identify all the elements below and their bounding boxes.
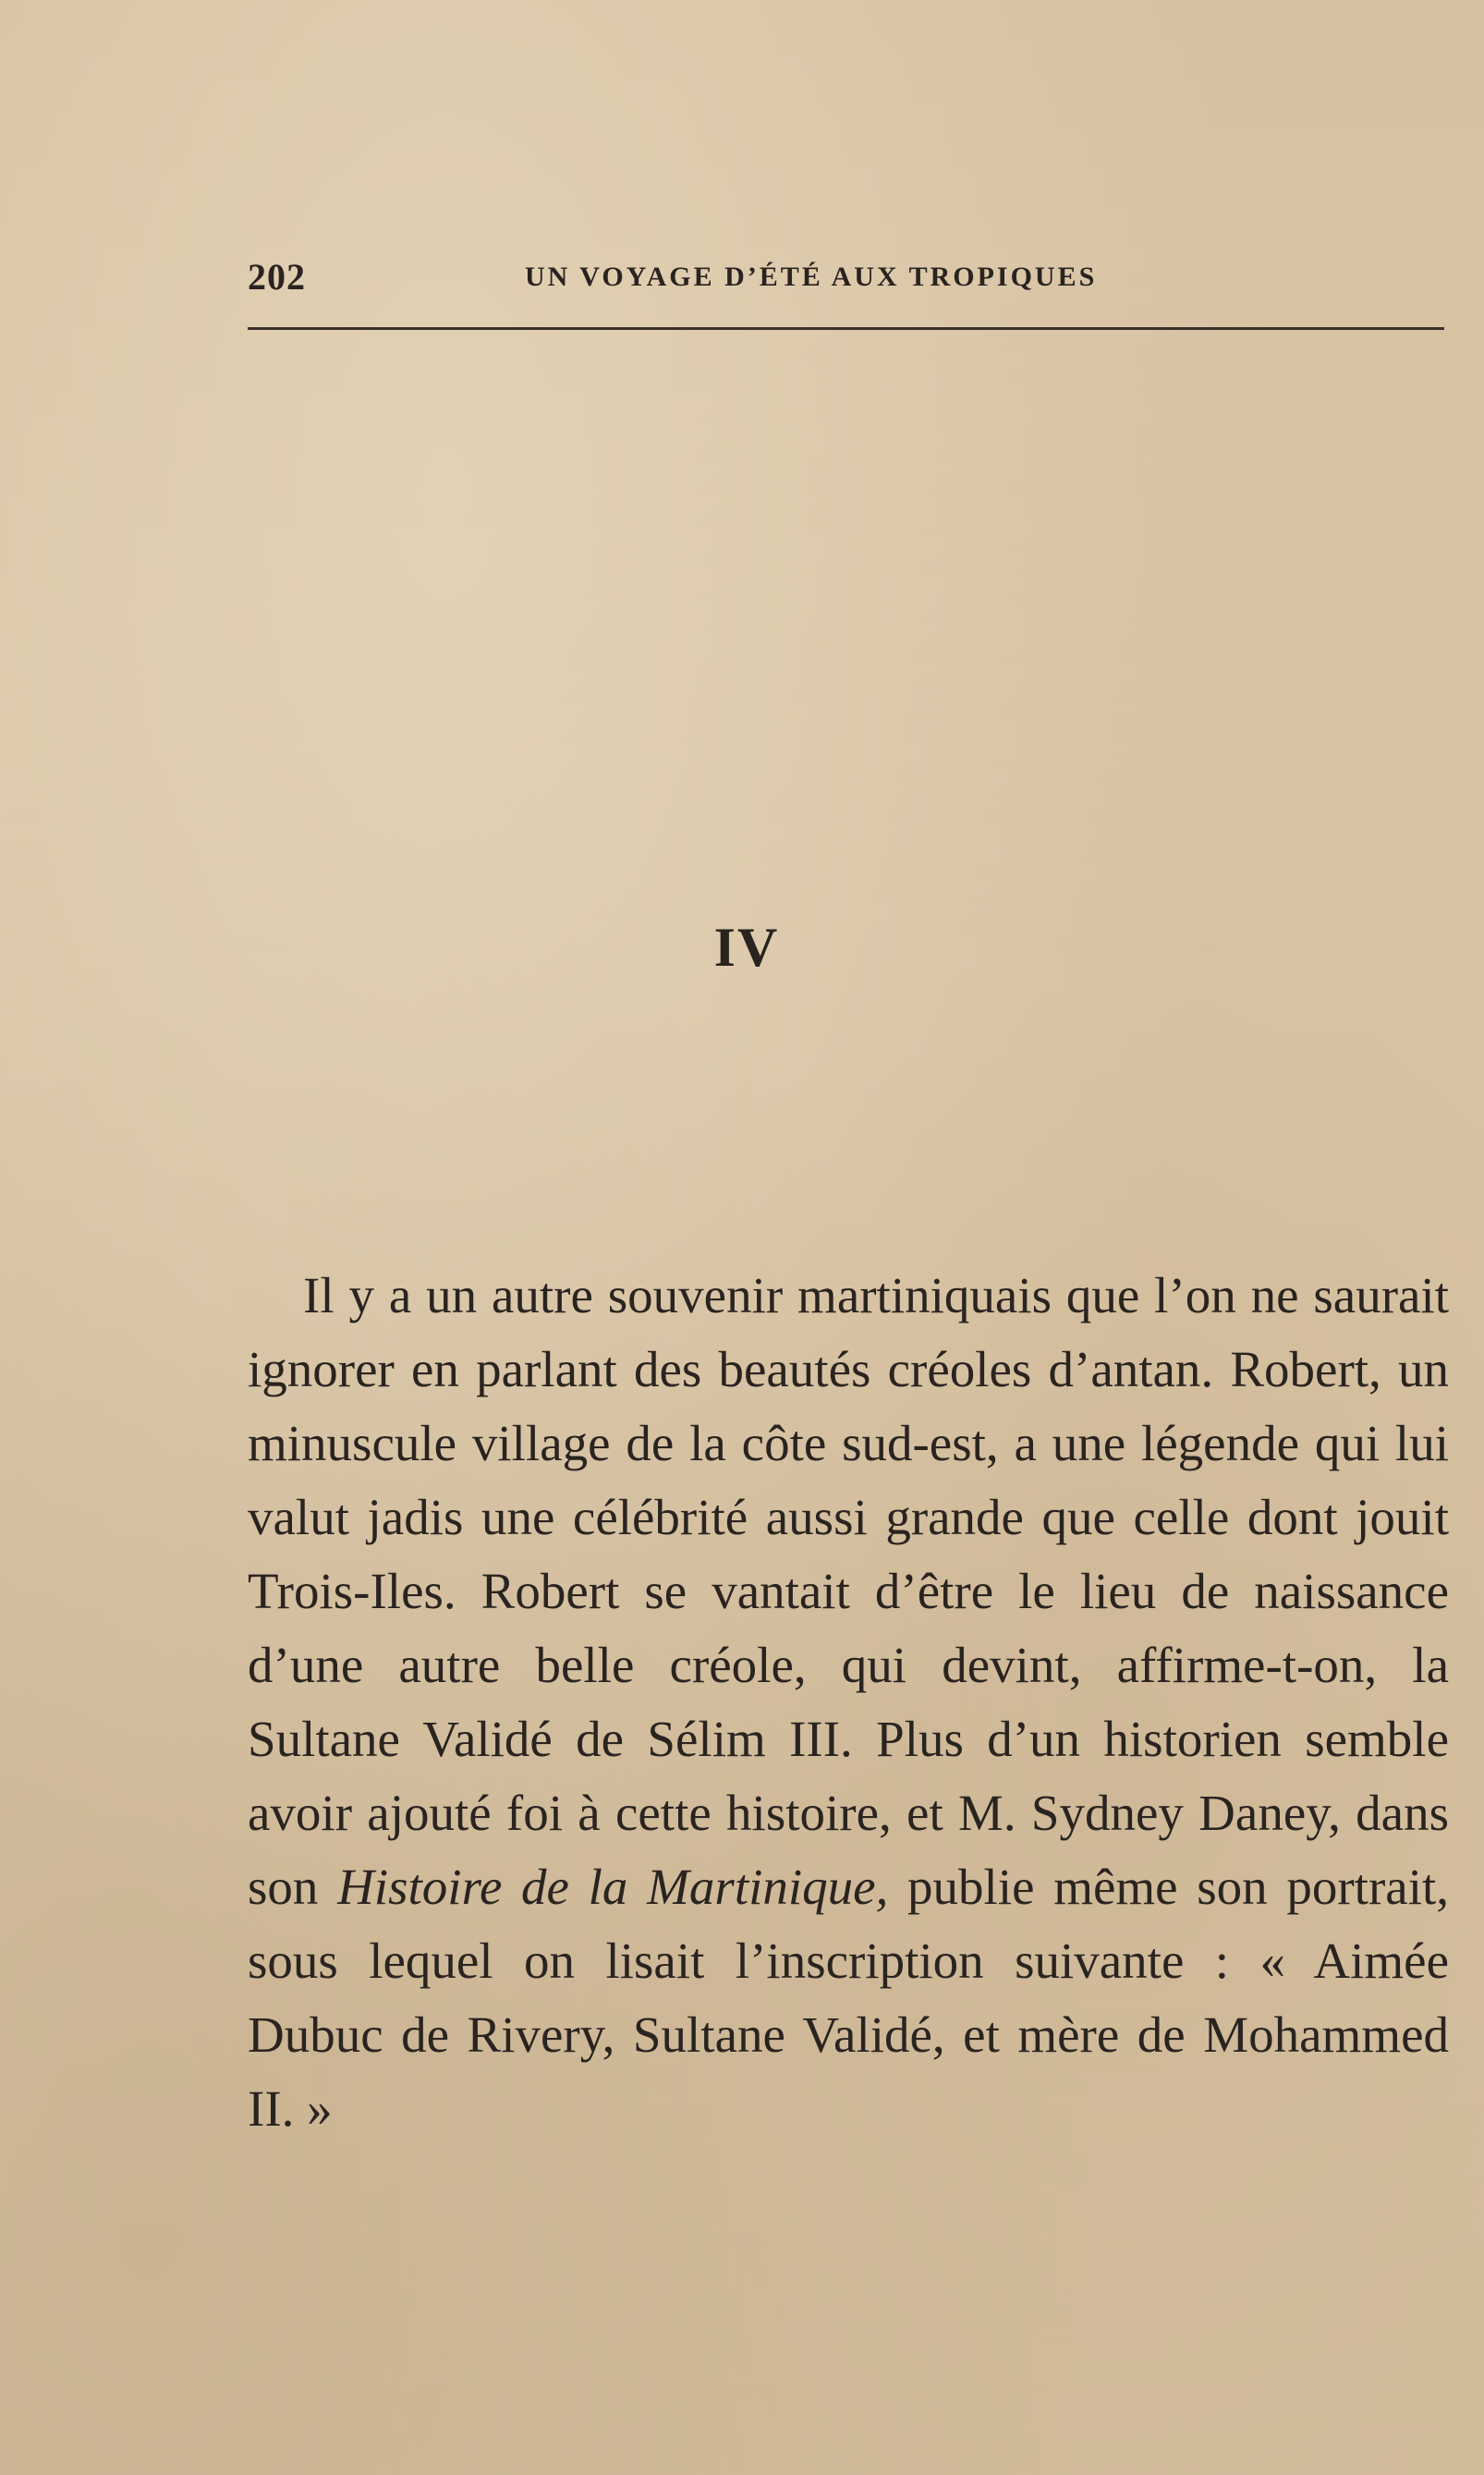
running-title: UN VOYAGE D’ÉTÉ AUX TROPIQUES: [525, 262, 1098, 292]
chapter-number: IV: [713, 917, 780, 978]
page-number: 202: [248, 256, 306, 298]
header-rule: [248, 327, 1444, 330]
book-title-italic: Histoire de la Martinique,: [337, 1859, 889, 1915]
paragraph-text-after: publie même son portrait, sous lequel on lisait l’inscription suivante : « Aimée Dubuc de Rivery, Sultane Validé, et mère de Mohammed II. »: [248, 1859, 1450, 2137]
running-head: [248, 250, 1444, 305]
body-paragraph: [248, 1259, 1449, 2146]
paragraph-text-before: Il y a un autre souvenir martiniquais que l’on ne saurait ignorer en parlant des beautés créoles d’antan. Robert, un minuscule village de la côte sud-est, a une légende qui lui valut jadis une célébrité aussi grande que celle dont jouit Trois-Iles. Robert se vantait d’être le lieu de naissance d’une autre belle créole, qui devint, affirme-t-on, la Sultane Validé de Sélim III. Plus d’un historien semble avoir ajouté foi à cette histoire, et M. Sydney Daney, dans son: [248, 1267, 1449, 1915]
